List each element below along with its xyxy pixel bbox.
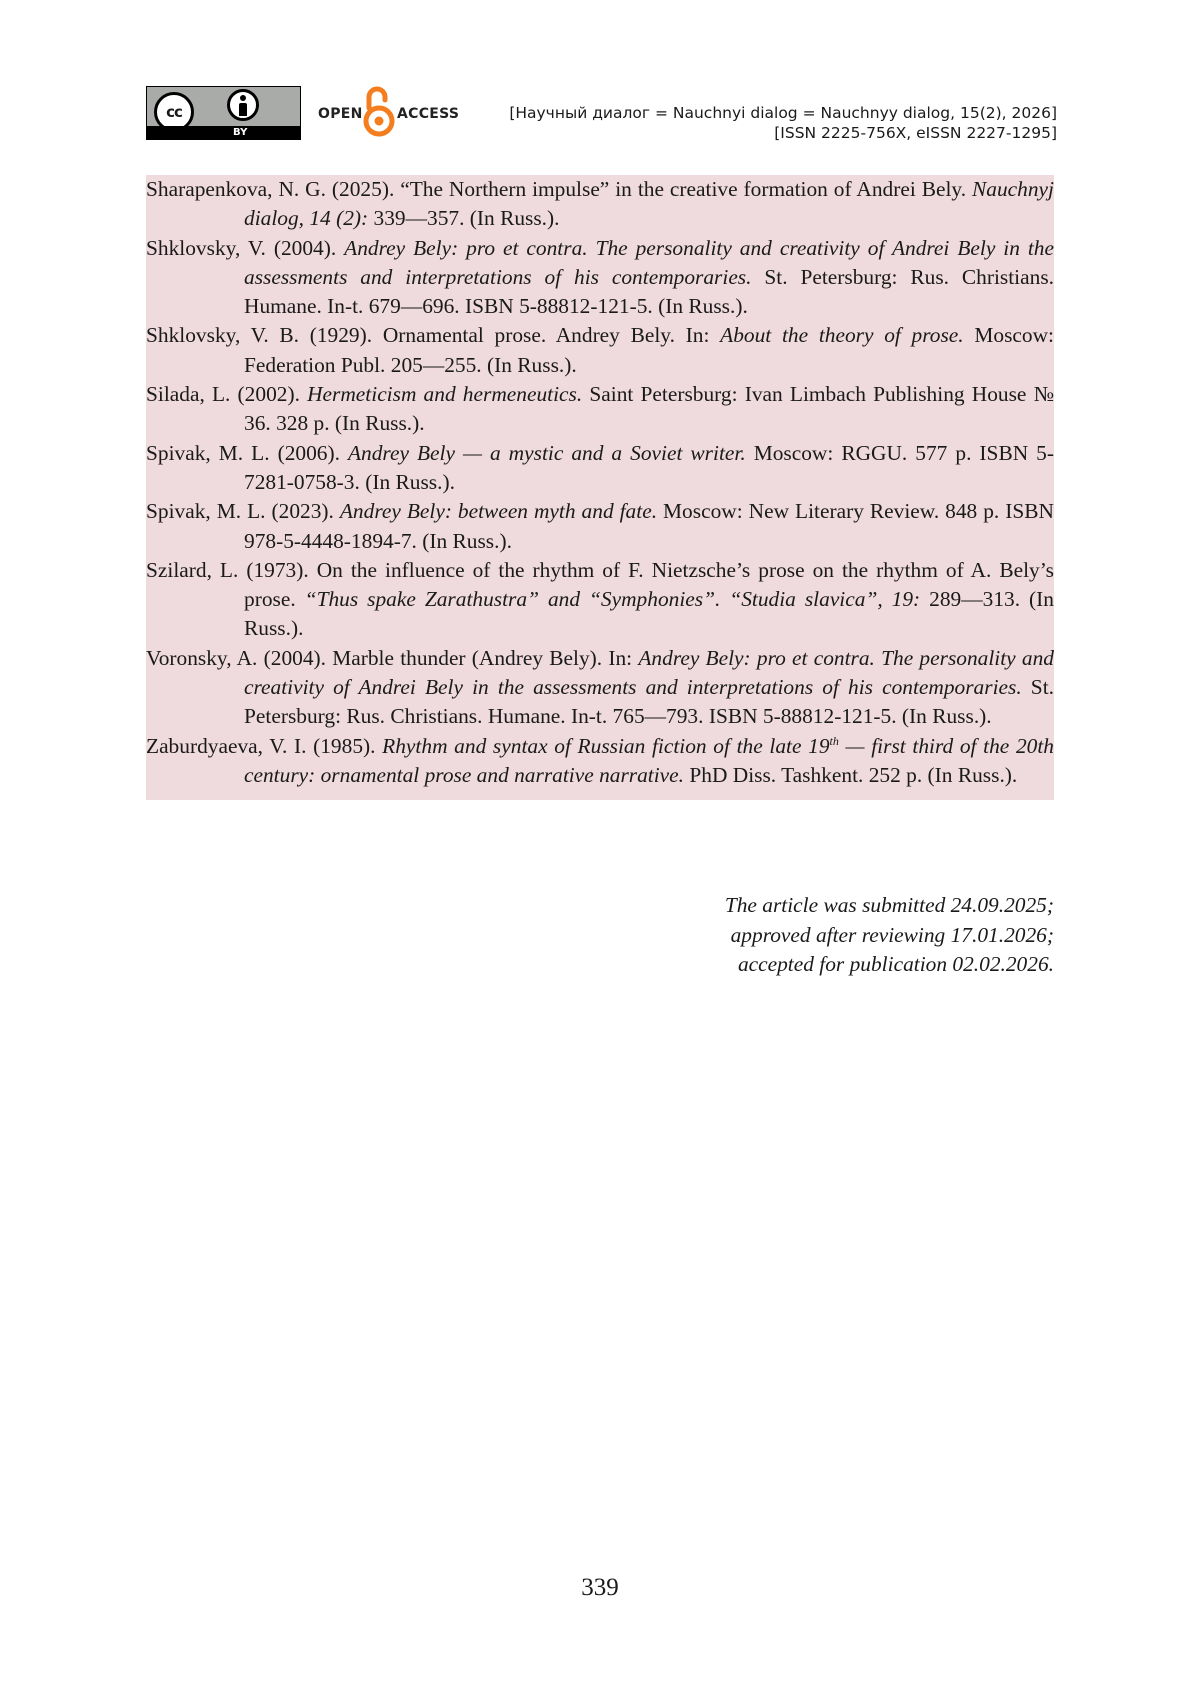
attribution-person-icon [227, 89, 259, 121]
by-label: BY [233, 127, 248, 138]
reference-entry: Silada, L. (2002). Hermeticism and hermeneutics. Saint Petersburg: Ivan Limbach Publishing House № 36. 328 p. (In Russ.). [146, 382, 1054, 436]
cc-by-license-badge [146, 86, 301, 140]
reference-entry: Spivak, M. L. (2006). Andrey Bely — a mystic and a Soviet writer. Moscow: RGGU. 577 p. ISBN 5-7281-0758-3. (In Russ.). [146, 440, 1054, 494]
citation-line-issn: [ISSN 2225-756X, eISSN 2227-1295] [774, 124, 1057, 142]
citation-line-journal: [Научный диалог = Nauchnyi dialog = Nauchnyy dialog, 15(2), 2026] [509, 104, 1057, 122]
access-word: ACCESS [397, 106, 460, 122]
submitted-date: The article was submitted 24.09.2025; [724, 893, 1054, 917]
reference-entry: Sharapenkova, N. G. (2025). “The Northern impulse” in the creative formation of Andrei Bely. Nauchnyj dialog, 14 (2): 339—357. (In Russ.). [146, 177, 1054, 231]
reference-entry: Szilard, L. (1973). On the influence of the rhythm of F. Nietzsche’s prose on the rhythm of A. Bely’s prose. “Thus spake Zarathustra” and “Symphonies”. “Studia slavica”, 19: 289—313. (In Russ.). [146, 557, 1054, 641]
cc-icon: cc [154, 92, 194, 132]
approved-date: approved after reviewing 17.01.2026; [730, 922, 1054, 947]
reference-entry: Shklovsky, V. B. (1929). Ornamental prose. Andrey Bely. In: About the theory of prose. Moscow: Federation Publ. 205—255. (In Russ.). [146, 323, 1054, 377]
article-dates [725, 891, 1054, 980]
references-list [146, 175, 1054, 800]
open-word: OPEN [318, 106, 363, 122]
reference-entry: Voronsky, A. (2004). Marble thunder (Andrey Bely). In: Andrey Bely: pro et contra. The personality and creativity of Andrei Bely in the assessments and interpretations of his contemporaries. St. Petersburg: Rus. Christians. Humane. In-t. 765—793. ISBN 5-88812-121-5. (In Russ.). [146, 645, 1054, 729]
reference-entry: Shklovsky, V. (2004). Andrey Bely: pro et contra. The personality and creativity of Andrei Bely in the assessments and interpretations of his contemporaries. St. Petersburg: Rus. Christians. Humane. In-t. 679—696. ISBN 5-88812-121-5. (In Russ.). [146, 235, 1054, 319]
open-access-logo [318, 84, 468, 140]
reference-entry: Zaburdyaeva, V. I. (1985). Rhythm and syntax of Russian fiction of the late 19th — first third of the 20th century: ornamental prose and narrative narrative. PhD Diss. Tashkent. 252 p. (In Russ.). [146, 733, 1054, 787]
journal-citation [509, 103, 1057, 143]
open-access-lock-icon [361, 84, 397, 140]
reference-entry: Spivak, M. L. (2023). Andrey Bely: between myth and fate. Moscow: New Literary Review. 848 p. ISBN 978-5-4448-1894-7. (In Russ.). [146, 499, 1054, 553]
accepted-date: accepted for publication 02.02.2026. [737, 952, 1054, 976]
page-number: 339 [581, 1574, 619, 1601]
